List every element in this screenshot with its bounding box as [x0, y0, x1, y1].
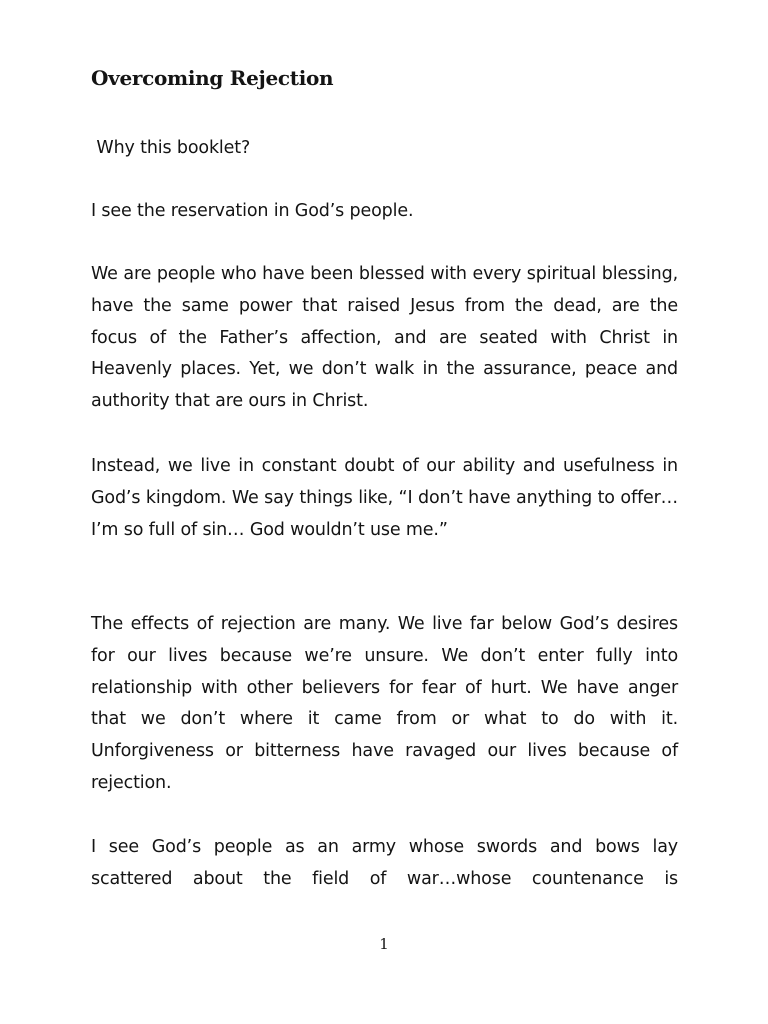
section-subtitle: Why this booklet? [91, 138, 251, 158]
paragraph-1: I see the reservation in God’s people. [91, 201, 414, 221]
paragraph-5: I see God’s people as an army whose swords and bows lay scattered about the field of war…whose countenance is [91, 837, 678, 889]
paragraph-2: We are people who have been blessed with every spiritual blessing, have the same power that raised Jesus from the dead, are the focus of the Father’s affection, and are seated with Christ in Heavenly places. Yet, we don’t walk in the assurance, peace and authority that are ours in Christ. [91, 264, 678, 412]
page-number: 1 [379, 935, 389, 953]
page-title: Overcoming Rejection [91, 66, 334, 90]
paragraph-3: Instead, we live in constant doubt of our ability and usefulness in God’s kingdom. We say things like, “I don’t have anything to offer… I’m so full of sin… God wouldn’t use me.” [91, 456, 678, 540]
paragraph-4: The effects of rejection are many. We live far below God’s desires for our lives because we’re unsure. We don’t enter fully into relationship with other believers for fear of hurt. We have anger that we don’t where it came from or what to do with it. Unforgiveness or bitterness have ravaged our lives because of rejection. [91, 614, 678, 793]
